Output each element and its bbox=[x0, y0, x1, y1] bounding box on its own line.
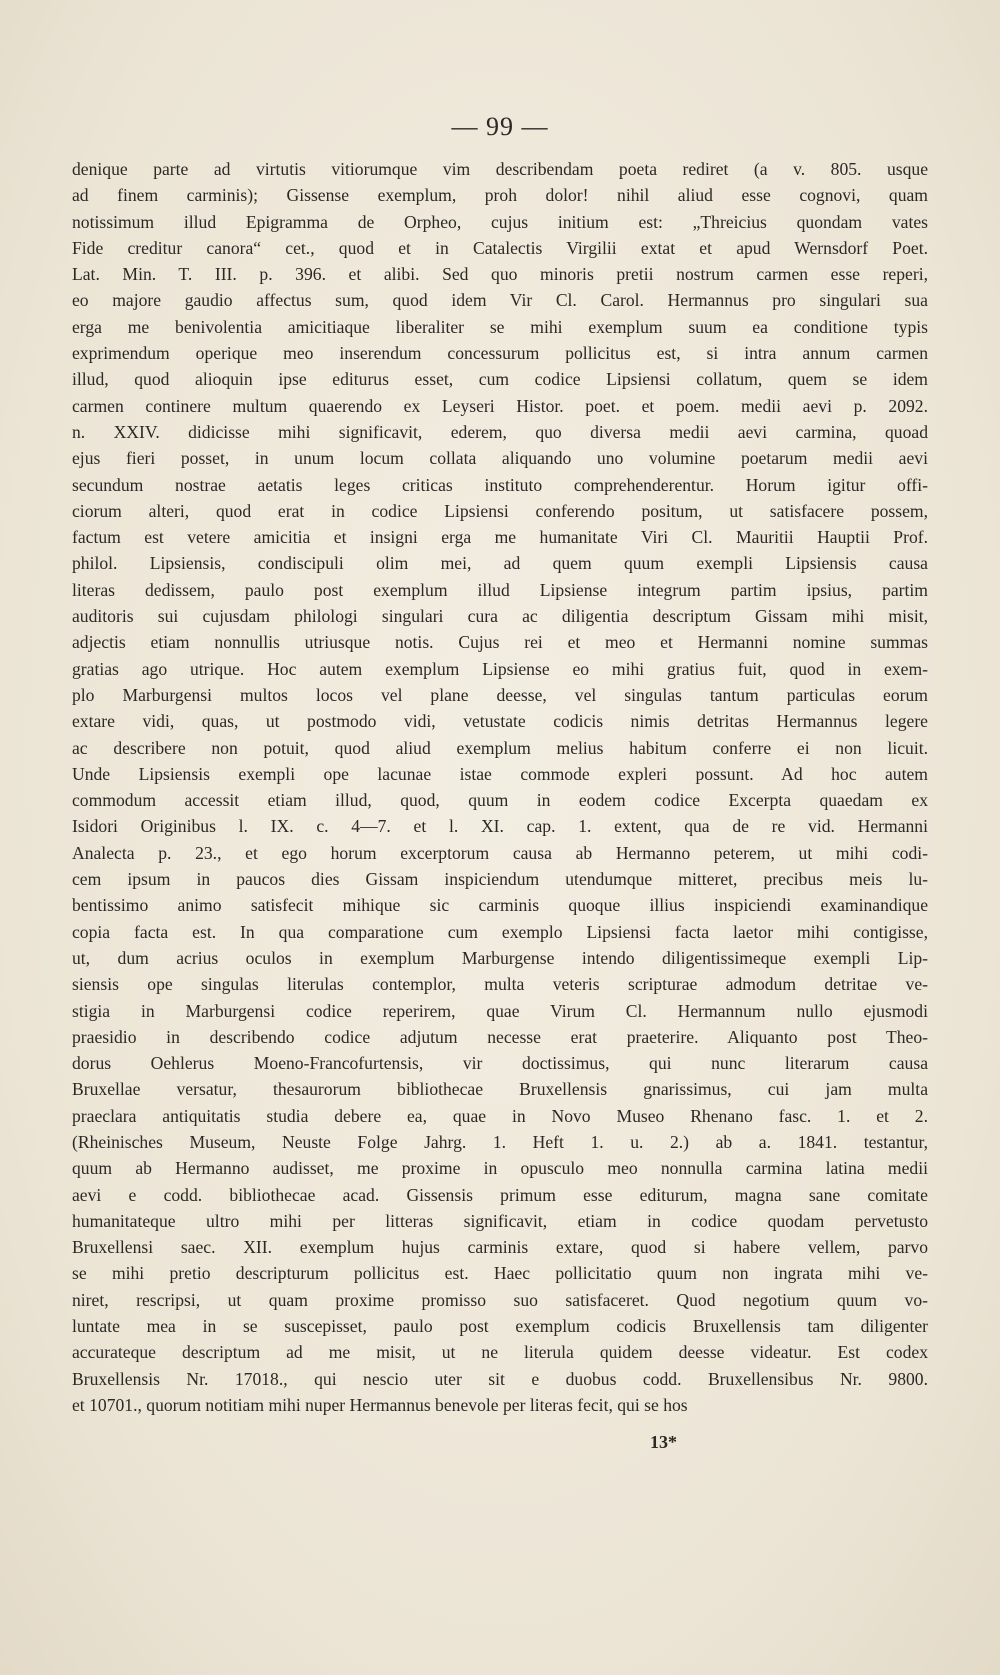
text-line: et 10701., quorum notitiam mihi nuper Hermannus benevole per literas fecit, qui se hos bbox=[72, 1394, 688, 1415]
text-line: ac describere non potuit, quod aliud exemplum melius habitum conferre ei non licuit. bbox=[72, 737, 928, 758]
text-line: quum ab Hermanno audisset, me proxime in opusculo meo nonnulla carmina latina medii bbox=[72, 1158, 928, 1179]
text-line: siensis ope singulas literulas contemplor, multa veteris scripturae admodum detritae ve- bbox=[72, 974, 928, 995]
text-line: Bruxellensis Nr. 17018., qui nescio uter sit e duobus codd. Bruxellensibus Nr. 9800. bbox=[72, 1368, 928, 1389]
text-line: praesidio in describendo codice adjutum necesse erat praeterire. Aliquanto post Theo- bbox=[72, 1026, 928, 1047]
text-line: Isidori Originibus l. IX. c. 4—7. et l. XI. cap. 1. extent, qua de re vid. Hermanni bbox=[72, 816, 928, 837]
text-line: humanitateque ultro mihi per litteras significavit, etiam in codice quodam pervetusto bbox=[72, 1210, 928, 1231]
text-line: factum est vetere amicitia et insigni erga me humanitate Viri Cl. Mauritii Hauptii Prof. bbox=[72, 527, 928, 548]
text-line: philol. Lipsiensis, condiscipuli olim mei, ad quem quum exempli Lipsiensis causa bbox=[72, 553, 928, 574]
text-line: carmen continere multum quaerendo ex Leyseri Histor. poet. et poem. medii aevi p. 2092. bbox=[72, 395, 928, 416]
text-line: Lat. Min. T. III. p. 396. et alibi. Sed quo minoris pretii nostrum carmen esse reperi, bbox=[72, 264, 928, 285]
text-line: denique parte ad virtutis vitiorumque vim describendam poeta rediret (a v. 805. usque bbox=[72, 159, 928, 179]
text-line: praeclara antiquitatis studia debere ea, quae in Novo Museo Rhenano fasc. 1. et 2. bbox=[72, 1105, 928, 1126]
text-line: notissimum illud Epigramma de Orpheo, cujus initium est: „Threicius quondam vates bbox=[72, 211, 928, 232]
text-line: cem ipsum in paucos dies Gissam inspiciendum utendumque mitteret, precibus meis lu- bbox=[72, 869, 928, 890]
page-number: — 99 — bbox=[451, 112, 549, 141]
text-line: Unde Lipsiensis exempli ope lacunae istae commode expleri possunt. Ad hoc autem bbox=[72, 763, 928, 784]
text-line: auditoris sui cujusdam philologi singulari cura ac diligentia descriptum Gissam mihi misit, bbox=[72, 606, 928, 627]
text-line: ciorum alteri, quod erat in codice Lipsiensi conferendo positum, ut satisfacere possem, bbox=[72, 500, 928, 521]
text-line: commodum accessit etiam illud, quod, quum in eodem codice Excerpta quaedam ex bbox=[72, 790, 928, 811]
text-line: accurateque descriptum ad me misit, ut ne literula quidem deesse videatur. Est codex bbox=[72, 1342, 928, 1363]
text-line: (Rheinisches Museum, Neuste Folge Jahrg. 1. Heft 1. u. 2.) ab a. 1841. testantur, bbox=[72, 1131, 928, 1152]
text-line: Bruxellae versatur, thesaurorum bibliothecae Bruxellensis gnarissimus, cui jam multa bbox=[72, 1079, 928, 1100]
text-line: adjectis etiam nonnullis utriusque notis. Cujus rei et meo et Hermanni nomine summas bbox=[72, 632, 928, 653]
text-line: eo majore gaudio affectus sum, quod idem Vir Cl. Carol. Hermannus pro singulari sua bbox=[72, 290, 928, 311]
text-line: Fide creditur canora“ cet., quod et in Catalectis Virgilii extat et apud Wernsdorf Poet. bbox=[72, 237, 928, 258]
text-line: ad finem carminis); Gissense exemplum, proh dolor! nihil aliud esse cognovi, quam bbox=[72, 185, 928, 206]
text-line: copia facta est. In qua comparatione cum exemplo Lipsiensi facta laetor mihi contigisse, bbox=[72, 921, 928, 942]
text-line: se mihi pretio descripturum pollicitus est. Haec pollicitatio quum non ingrata mihi ve- bbox=[72, 1263, 928, 1284]
text-line: plo Marburgensi multos locos vel plane deesse, vel singulas tantum particulas eorum bbox=[72, 684, 928, 705]
body-text bbox=[72, 156, 928, 1418]
text-line: exprimendum operique meo inserendum concessurum pollicitus est, si intra annum carmen bbox=[72, 343, 928, 364]
text-line: ut, dum acrius oculos in exemplum Marburgense intendo diligentissimeque exempli Lip- bbox=[72, 947, 928, 968]
text-line: secundum nostrae aetatis leges criticas instituto comprehenderentur. Horum igitur offi- bbox=[72, 474, 928, 495]
text-line: literas dedissem, paulo post exemplum illud Lipsiense integrum partim ipsius, partim bbox=[72, 579, 928, 600]
text-line: aevi e codd. bibliothecae acad. Gissensis primum esse editurum, magna sane comitate bbox=[72, 1184, 928, 1205]
text-line: stigia in Marburgensi codice reperirem, quae Virum Cl. Hermannum nullo ejusmodi bbox=[72, 1000, 928, 1021]
text-line: dorus Oehlerus Moeno-Francofurtensis, vir doctissimus, qui nunc literarum causa bbox=[72, 1053, 928, 1074]
text-line: bentissimo animo satisfecit mihique sic carminis quoque illius inspiciendi examinandique bbox=[72, 895, 928, 916]
signature-mark: 13* bbox=[650, 1432, 677, 1452]
text-line: extare vidi, quas, ut postmodo vidi, vetustate codicis nimis detritas Hermannus legere bbox=[72, 711, 928, 732]
text-line: niret, rescripsi, ut quam proxime promisso suo satisfaceret. Quod negotium quum vo- bbox=[72, 1289, 928, 1310]
text-line: ejus fieri posset, in unum locum collata aliquando uno volumine poetarum medii aevi bbox=[72, 448, 928, 469]
text-line: Analecta p. 23., et ego horum excerptorum causa ab Hermanno peterem, ut mihi codi- bbox=[72, 842, 928, 863]
text-line: illud, quod alioquin ipse editurus esset, cum codice Lipsiensi collatum, quem se idem bbox=[72, 369, 928, 390]
text-line: n. XXIV. didicisse mihi significavit, ederem, quo diversa medii aevi carmina, quoad bbox=[72, 421, 928, 442]
text-line: gratias ago utrique. Hoc autem exemplum Lipsiense eo mihi gratius fuit, quod in exem- bbox=[72, 658, 928, 679]
text-line: Bruxellensi saec. XII. exemplum hujus carminis extare, quod si habere vellem, parvo bbox=[72, 1237, 928, 1258]
text-line: luntate mea in se suscepisset, paulo post exemplum codicis Bruxellensis tam diligenter bbox=[72, 1316, 928, 1337]
text-line: erga me benivolentia amicitiaque liberaliter se mihi exemplum suum ea conditione typis bbox=[72, 316, 928, 337]
